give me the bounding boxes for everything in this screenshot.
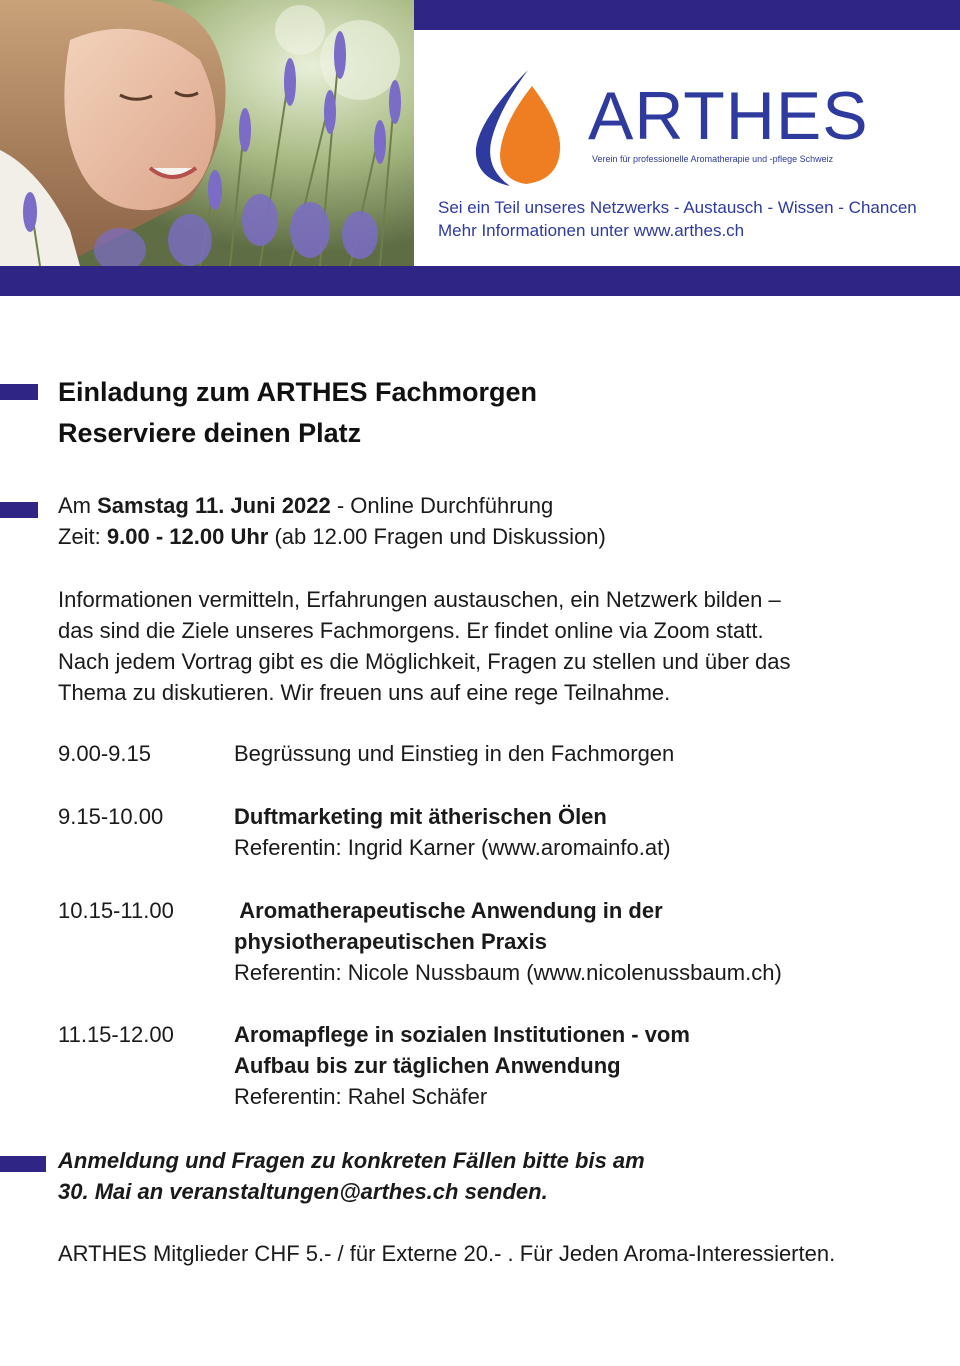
agenda-body bbox=[234, 801, 934, 863]
page-title bbox=[58, 372, 537, 454]
paragraph-line: Nach jedem Vortrag gibt es die Möglichkeit, Fragen zu stellen und über das bbox=[58, 649, 791, 674]
agenda-title-line-2: Aufbau bis zur täglichen Anwendung bbox=[234, 1053, 621, 1078]
note-line-2: 30. Mai an veranstaltungen@arthes.ch senden. bbox=[58, 1179, 548, 1204]
price-info: ARTHES Mitglieder CHF 5.- / für Externe 20.- . Für Jeden Aroma-Interessierten. bbox=[58, 1241, 836, 1266]
paragraph-line: Informationen vermitteln, Erfahrungen austauschen, ein Netzwerk bilden – bbox=[58, 587, 781, 612]
brand-subtitle: Verein für professionelle Aromatherapie und -pflege Schweiz bbox=[592, 154, 834, 164]
header-bottom-stripe bbox=[0, 266, 960, 296]
brand-name: ARTHES bbox=[588, 78, 869, 154]
title-line-1: Einladung zum ARTHES Fachmorgen bbox=[58, 377, 538, 407]
agenda-time: 9.15-10.00 bbox=[58, 804, 164, 829]
agenda-speaker: Referentin: Ingrid Karner (www.aromainfo.at) bbox=[234, 835, 671, 860]
agenda-title: Duftmarketing mit ätherischen Ölen bbox=[234, 804, 607, 829]
agenda-time: 11.15-12.00 bbox=[58, 1022, 174, 1047]
agenda-time: 10.15-11.00 bbox=[58, 898, 174, 923]
tagline-line-1: Sei ein Teil unseres Netzwerks - Austausch - Wissen - Chancen bbox=[438, 198, 917, 217]
section-marker bbox=[0, 502, 38, 518]
arthes-flame-logo-icon bbox=[470, 68, 566, 188]
woman-lavender-photo bbox=[0, 0, 414, 266]
section-marker bbox=[0, 1156, 46, 1172]
event-format: - Online Durchführung bbox=[330, 493, 554, 518]
header-tagline bbox=[438, 196, 917, 242]
agenda-speaker: Referentin: Rahel Schäfer bbox=[234, 1084, 488, 1109]
date-prefix: Am bbox=[58, 493, 98, 518]
note-line-1: Anmeldung und Fragen zu konkreten Fällen bitte bis am bbox=[58, 1148, 645, 1173]
paragraph-line: das sind die Ziele unseres Fachmorgens. Er findet online via Zoom statt. bbox=[58, 618, 764, 643]
section-marker bbox=[0, 384, 38, 400]
event-time-line bbox=[58, 521, 606, 552]
agenda-title: Aromapflege in sozialen Institutionen - vom bbox=[234, 1022, 690, 1047]
agenda-title-line-2: physiotherapeutischen Praxis bbox=[234, 929, 547, 954]
paragraph-line: Thema zu diskutieren. Wir freuen uns auf eine rege Teilnahme. bbox=[58, 680, 671, 705]
agenda-body bbox=[234, 895, 934, 988]
tagline-line-2: Mehr Informationen unter www.arthes.ch bbox=[438, 221, 745, 240]
header-top-stripe bbox=[414, 0, 960, 30]
event-date: Samstag 11. Juni 2022 bbox=[97, 493, 331, 518]
agenda-text: Begrüssung und Einstieg in den Fachmorgen bbox=[234, 741, 675, 766]
header-photo bbox=[0, 0, 414, 266]
agenda-time: 9.00-9.15 bbox=[58, 741, 151, 766]
description-paragraph bbox=[58, 584, 918, 708]
event-date-line bbox=[58, 490, 606, 521]
event-time: 9.00 - 12.00 Uhr bbox=[106, 524, 269, 549]
registration-note bbox=[58, 1145, 645, 1207]
event-date-time bbox=[58, 490, 606, 552]
header-logo-area bbox=[414, 30, 960, 266]
agenda-body bbox=[234, 1019, 934, 1112]
event-time-note: (ab 12.00 Fragen und Diskussion) bbox=[268, 524, 606, 549]
agenda-speaker: Referentin: Nicole Nussbaum (www.nicolenussbaum.ch) bbox=[234, 960, 782, 985]
title-line-2: Reserviere deinen Platz bbox=[58, 418, 362, 448]
agenda-title: Aromatherapeutische Anwendung in der bbox=[234, 898, 663, 923]
time-prefix: Zeit: bbox=[58, 524, 107, 549]
